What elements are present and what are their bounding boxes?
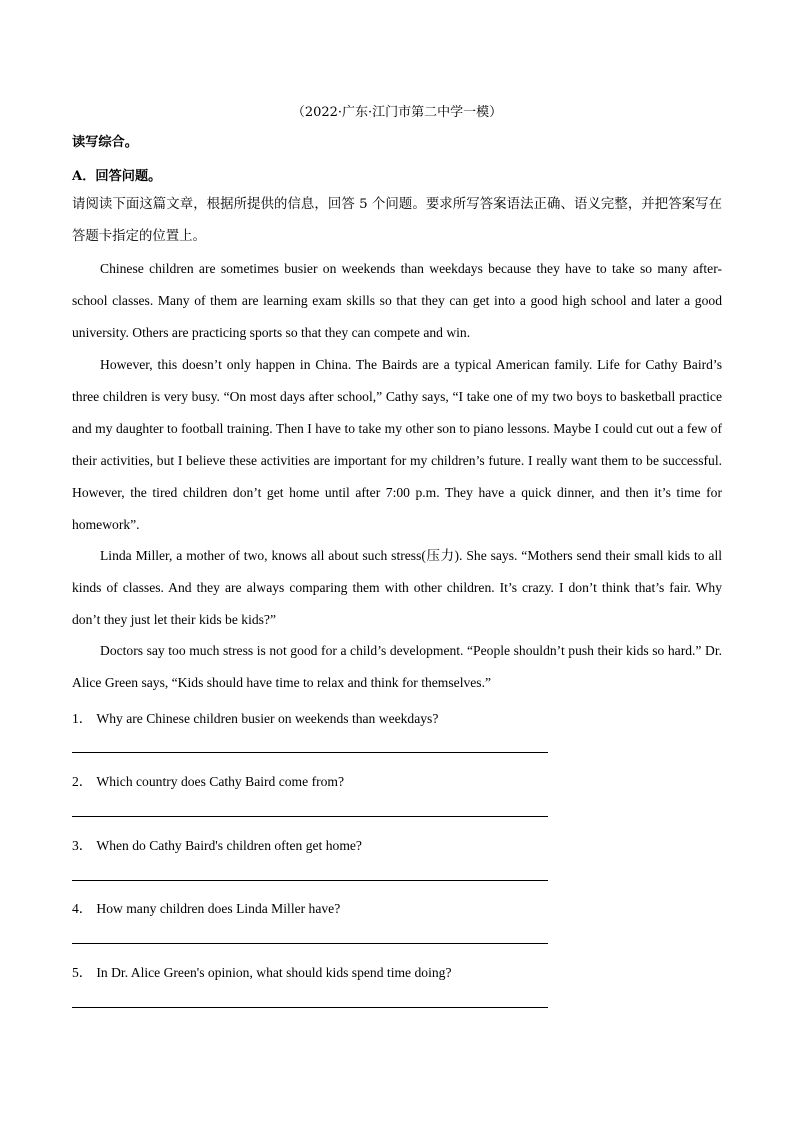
question-text: In Dr. Alice Green's opinion, what should kids spend time doing? [96, 965, 452, 980]
question-source: （2022·广东·江门市第二中学一模） [291, 105, 503, 120]
answer-line-1[interactable] [72, 752, 548, 753]
question-number: 1． [72, 711, 93, 726]
question-number: 5． [72, 965, 93, 980]
question-text: When do Cathy Baird's children often get home? [96, 838, 362, 853]
paragraph-1: Chinese children are sometimes busier on weekends than weekdays because they have to take so many after-school classes. Many of them are learning exam skills so that they can get into a good high school and later a good university. Others are practicing sports so that they can compete and win. [72, 261, 722, 340]
section-title: 读写综合。 [72, 135, 138, 150]
instructions: 请阅读下面这篇文章，根据所提供的信息，回答 5 个问题。要求所写答案语法正确、语义完整，并把答案写在答题卡指定的位置上。 [72, 197, 722, 244]
answer-line-5[interactable] [72, 1007, 548, 1008]
question-number: 3． [72, 838, 93, 853]
question-1 [72, 707, 438, 727]
question-number: 4． [72, 901, 93, 916]
question-5 [72, 961, 451, 981]
answer-line-2[interactable] [72, 816, 548, 817]
paragraph-2: However, this doesn’t only happen in China. The Bairds are a typical American family. Life for Cathy Baird’s three children is very busy. “On most days after school,” Cathy says, “I take one of my two boys to basketball practice and my daughter to football training. Then I have to take my other son to piano lessons. Maybe I could cut out a few of their activities, but I believe these activities are important for my children’s future. I really want them to be successful. However, the tired children don’t get home until after 7:00 p.m. They have a quick dinner, and then it’s time for homework”. [72, 357, 722, 532]
paragraph-3: Linda Miller, a mother of two, knows all about such stress(压力). She says. “Mothers send their small kids to all kinds of classes. And they are always comparing them with other children. It’s crazy. I don’t think that’s fair. Why don’t they just let their kids be kids?” [72, 548, 722, 627]
part-title: A．回答问题。 [72, 169, 162, 184]
question-text: Which country does Cathy Baird come from? [96, 774, 345, 789]
paragraph-4: Doctors say too much stress is not good for a child’s development. “People shouldn’t push their kids so hard.” Dr. Alice Green says, “Kids should have time to relax and think for themselves.” [72, 643, 722, 690]
question-number: 2． [72, 774, 93, 789]
question-3 [72, 834, 362, 854]
question-4 [72, 897, 340, 917]
question-2 [72, 770, 344, 790]
question-text: How many children does Linda Miller have? [96, 901, 341, 916]
question-text: Why are Chinese children busier on weekends than weekdays? [96, 711, 439, 726]
answer-line-3[interactable] [72, 880, 548, 881]
answer-line-4[interactable] [72, 943, 548, 944]
